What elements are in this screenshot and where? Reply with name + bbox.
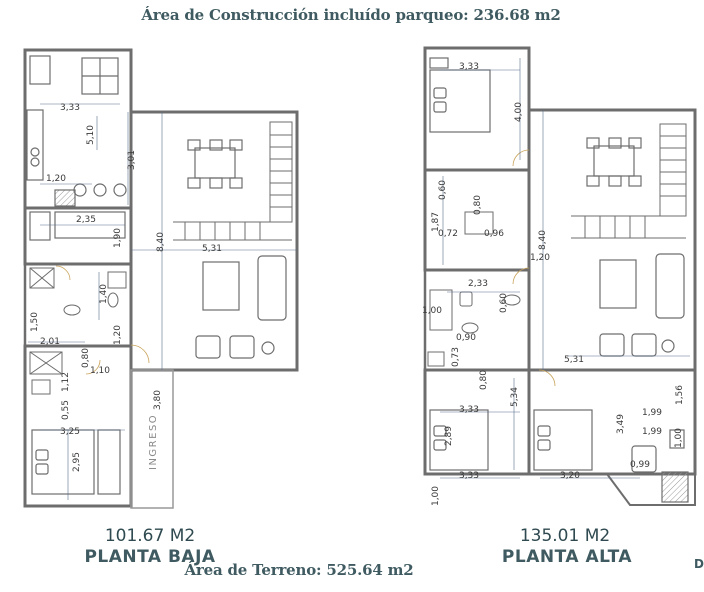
upper-family-furniture: [600, 254, 684, 356]
ground-dimension-label: 1,10: [89, 366, 111, 376]
page-title: Área de Construcción incluído parqueo: 236.68 m2: [141, 6, 561, 24]
entry-label: INGRESO: [148, 413, 159, 470]
upper-bed-3: [534, 410, 688, 502]
upper-dimension-label: 0,80: [473, 194, 483, 216]
ground-dimension-label: 0,55: [61, 399, 71, 421]
upper-dining-table: [587, 138, 641, 186]
upper-dimension-label: 3,33: [458, 471, 480, 481]
ground-dimension-label: 3,25: [59, 427, 81, 437]
ground-dimension-label: 1,20: [45, 174, 67, 184]
upper-dimension-label: 3,49: [616, 413, 626, 435]
upper-dimension-label: 4,00: [514, 101, 524, 123]
upper-dimension-label: 0,73: [451, 346, 461, 368]
ground-dimension-label: 5,10: [86, 124, 96, 146]
upper-door-arcs: [513, 150, 555, 386]
upper-dimension-label: 2,89: [444, 425, 454, 447]
upper-dimension-label: 0,60: [438, 179, 448, 201]
upper-dimension-label: 0,99: [629, 460, 651, 470]
ground-dimension-label: 1,20: [113, 324, 123, 346]
upper-family-area: [529, 110, 695, 370]
upper-floor-name: PLANTA ALTA: [501, 547, 633, 567]
upper-dimension-label: 1,87: [431, 211, 441, 233]
upper-dimension-label: 1,99: [641, 427, 663, 437]
upper-dimension-label: 2,33: [467, 279, 489, 289]
upper-dimension-label: 0,60: [499, 292, 509, 314]
ground-dimension-label: 1,40: [99, 283, 109, 305]
ground-dimension-label: 2,01: [39, 337, 61, 347]
ground-dim-lines: [28, 104, 297, 500]
edge-mark: D: [694, 557, 704, 571]
upper-dimension-label: 3,20: [559, 471, 581, 481]
upper-dimension-label: 0,80: [479, 369, 489, 391]
ground-dimension-label: 2,95: [72, 451, 82, 473]
upper-dimension-label: 0,96: [483, 229, 505, 239]
ground-dimension-label: 3,33: [59, 103, 81, 113]
upper-dimension-label: 3,33: [458, 62, 480, 72]
upper-dimension-label: 0,90: [455, 333, 477, 343]
ground-dimension-label: 1,50: [30, 311, 40, 333]
upper-dimension-label: 5,34: [510, 386, 520, 408]
upper-dimension-label: 0,72: [437, 229, 459, 239]
upper-bedroom-3: [529, 370, 695, 474]
ground-bath-fixtures: [30, 268, 126, 394]
upper-dimension-labels: [422, 62, 685, 506]
ground-floor-name: PLANTA BAJA: [84, 547, 216, 567]
upper-dimension-label: 5,31: [563, 355, 585, 365]
ground-dimension-label: 0,80: [81, 347, 91, 369]
upper-dimension-label: 8,40: [538, 229, 548, 251]
upper-dimension-label: 1,20: [529, 253, 551, 263]
terrain-area-title: Área de Terreno: 525.64 m2: [184, 561, 414, 579]
upper-bedroom-2: [425, 370, 529, 474]
ground-kitchen-fixtures: [27, 56, 126, 240]
upper-dimension-label: 1,99: [641, 408, 663, 418]
upper-dimension-label: 3,33: [458, 405, 480, 415]
ground-dimension-label: 2,35: [75, 215, 97, 225]
ground-floor-area: 101.67 M2: [104, 526, 196, 546]
upper-dimension-label: 1,00: [421, 306, 443, 316]
upper-dimension-label: 1,00: [431, 485, 441, 507]
ground-dimension-label: 3,01: [127, 149, 137, 171]
ground-dimension-label: 1,90: [113, 227, 123, 249]
ground-dining-table: [188, 140, 242, 188]
upper-floor-area: 135.01 M2: [519, 526, 611, 546]
ground-living-furniture: [196, 256, 286, 358]
ground-dimension-label: 3,80: [153, 389, 163, 411]
ground-floor-plan: [25, 50, 297, 508]
upper-dimension-label: 1,00: [674, 427, 684, 449]
upper-bed-2: [430, 410, 488, 470]
ground-dimension-label: 5,31: [201, 244, 223, 254]
ground-door-arcs: [56, 266, 149, 374]
ground-dimension-label: 1,12: [61, 371, 71, 393]
ground-dimension-label: 8,40: [156, 231, 166, 253]
upper-dimension-label: 1,56: [675, 384, 685, 406]
bedroom-block: [25, 346, 131, 506]
